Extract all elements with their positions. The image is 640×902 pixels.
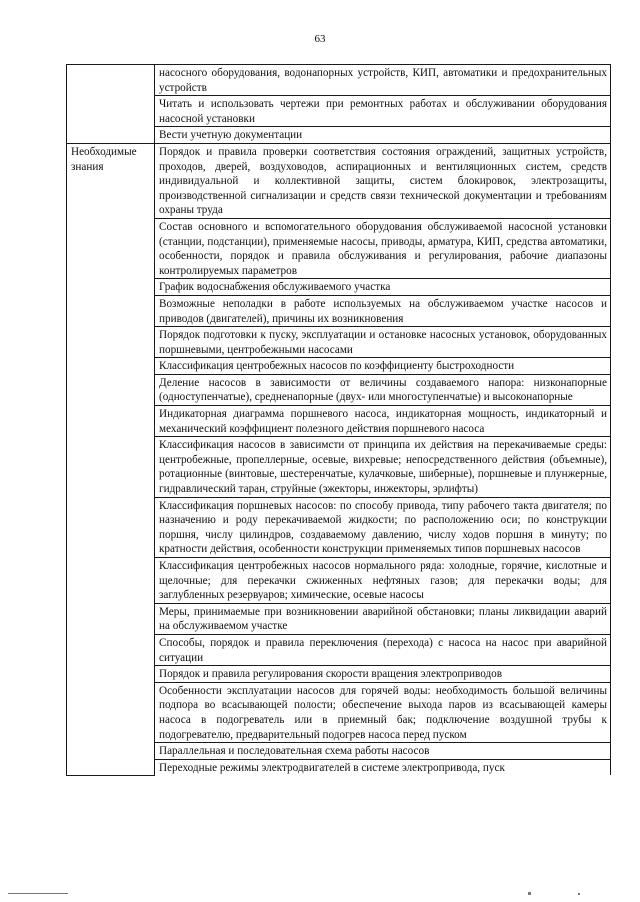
table-cell: Меры, принимаемые при возникновении аварийной обстановки; планы ликвидации аварий на обслуживаемом участке [155,603,611,634]
table-cell: Читать и использовать чертежи при ремонтных работах и обслуживании оборудования насосной установки [155,96,611,127]
scan-artifact [528,892,531,895]
table-cell: Параллельная и последовательная схема работы насосов [155,743,611,760]
row-label-empty [67,65,155,144]
table-cell: Деление насосов в зависимости от величины создаваемого напора: низконапорные (одноступенчатые), средненапорные (двух- или многоступенчатые) и высоконапорные [155,374,611,405]
table-cell: Классификация центробежных насосов нормального ряда: холодные, горячие, кислотные и щелочные; для перекачки сжиженных нефтяных газов; для перекачки воды; для заглубленных резервуаров; химические, осевые насосы [155,558,611,604]
table-cell: Порядок подготовки к пуску, эксплуатации и остановке насосных установок, оборудованных поршневыми, центробежными насосами [155,327,611,358]
table-cell: Переходные режимы электродвигателей в системе электропривода, пуск [155,759,611,775]
table-cell: Классификация поршневых насосов: по способу привода, типу рабочего такта двигателя; по назначению и роду перекачиваемой жидкости; по расположению оси; по конструкции поршня, числу цилиндров, создаваемому давлению, числу ходов поршня в минуту; по кратности действия, особенности конструкции применяемых типов поршневых насосов [155,497,611,557]
table-cell: Способы, порядок и правила переключения (перехода) с насоса на насос при аварийной ситуации [155,634,611,665]
table-cell: График водоснабжения обслуживаемого участка [155,279,611,296]
table-cell: Порядок и правила проверки соответствия состояния ограждений, защитных устройств, проходов, дверей, воздуховодов, аспирационных и вентиляционных систем, средств индивидуальной и коллективной защиты, систем блокировок, электрозащиты, производственной сигнализации и средств связи технической документации и требованиям охраны труда [155,143,611,218]
scan-artifact [8,893,68,894]
row-label-required-knowledge: Необходимые знания [67,143,155,775]
table-cell: Состав основного и вспомогательного оборудования обслуживаемой насосной установки (станции, подстанции), применяемые насосы, приводы, арматура, КИП, средства автоматики, особенности, порядок и правила обслуживания и регулирования, рабочие диапазоны контролируемых параметров [155,218,611,278]
table-row [67,143,611,218]
table-cell: Классификация насосов в зависимсти от принципа их действия на перекачиваемые среды: центробежные, пропеллерные, осевые, вихревые; непосредственного действия (объемные), ротационные (винтовые, шестеренчатые, кулачковые, шиберные), поршневые и плунжерные, гидравлический таран, струйные (эжекторы, инжекторы, эрлифты) [155,437,611,497]
table-cell: Индикаторная диаграмма поршневого насоса, индикаторная мощность, индикаторный и механический коэффициент полезного действия поршневого насоса [155,406,611,437]
table-cell: Вести учетную документации [155,127,611,144]
table-cell: Классификация центробежных насосов по коэффициенту быстроходности [155,358,611,375]
scan-artifact [578,893,580,895]
table-cell: Возможные неполадки в работе используемых на обслуживаемом участке насосов и приводов (двигателей), причины их возникновения [155,295,611,326]
page-number: 63 [314,33,326,45]
requirements-table [66,64,611,776]
table-cell: Порядок и правила регулирования скорости вращения электроприводов [155,666,611,683]
table-cell: Особенности эксплуатации насосов для горячей воды: необходимость большой величины подпора во всасывающей полости; обеспечение выхода паров из всасывающей камеры насоса в подогреватель или в приемный бак; подключение воздушной трубы к подогревателю, предварительный подогрев насоса перед пуском [155,682,611,742]
table-row [67,65,611,96]
table-cell: насосного оборудования, водонапорных устройств, КИП, автоматики и предохранительных устройств [155,65,611,96]
